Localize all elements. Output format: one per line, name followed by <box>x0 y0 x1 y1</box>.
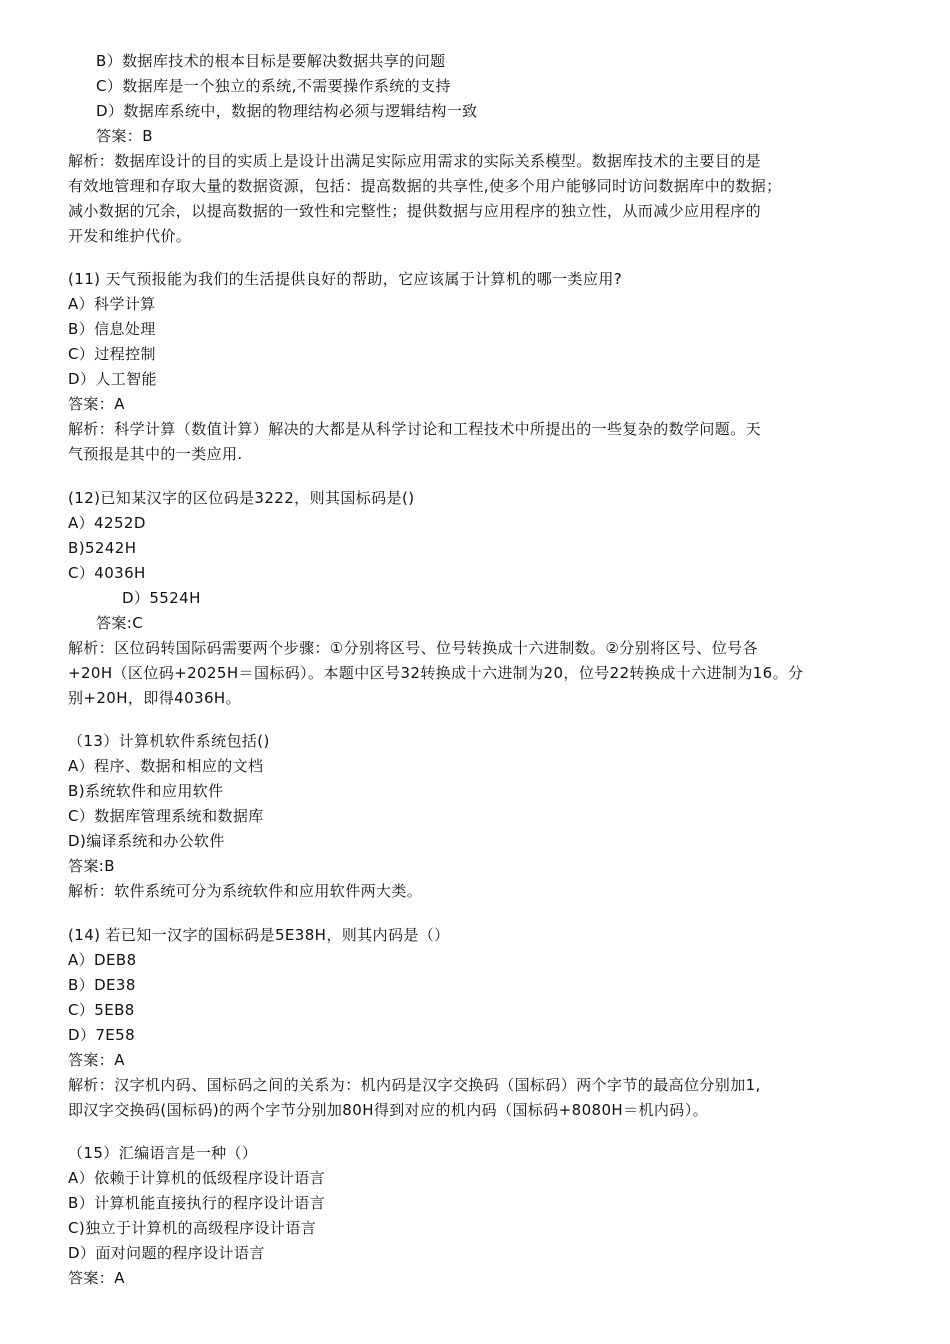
q15-option-d: D）面对问题的程序设计语言 <box>68 1244 265 1262</box>
q15-answer: 答案：A <box>68 1269 125 1287</box>
q12-answer: 答案:C <box>96 614 144 632</box>
q10-analysis-line: 开发和维护代价。 <box>68 227 192 245</box>
q12-analysis-line: 别+20H，即得4036H。 <box>68 689 241 707</box>
q13-question: （13）计算机软件系统包括() <box>68 732 270 750</box>
q11-analysis-line: 气预报是其中的一类应用. <box>68 445 243 463</box>
q13-analysis-line: 解析：软件系统可分为系统软件和应用软件两大类。 <box>68 882 423 900</box>
q10-analysis-line: 有效地管理和存取大量的数据资源，包括：提高数据的共享性,使多个用户能够同时访问数据库中的数据； <box>68 177 782 195</box>
q11-option-a: A）科学计算 <box>68 295 156 313</box>
q10-option-d: D）数据库系统中，数据的物理结构必须与逻辑结构一致 <box>96 102 478 120</box>
q11-question: (11) 天气预报能为我们的生活提供良好的帮助，它应该属于计算机的哪一类应用? <box>68 270 623 288</box>
q14-option-a: A）DEB8 <box>68 951 137 969</box>
q12-option-a: A）4252D <box>68 514 146 532</box>
q15-question: （15）汇编语言是一种（） <box>68 1144 258 1162</box>
q10-answer: 答案：B <box>96 127 153 145</box>
q14-analysis-line: 解析：汉字机内码、国标码之间的关系为：机内码是汉字交换码（国标码）两个字节的最高位分别加1, <box>68 1076 761 1094</box>
q10-option-b: B）数据库技术的根本目标是要解决数据共享的问题 <box>96 52 446 70</box>
q10-option-c: C）数据库是一个独立的系统,不需要操作系统的支持 <box>96 77 451 95</box>
q14-option-d: D）7E58 <box>68 1026 136 1044</box>
q13-option-a: A）程序、数据和相应的文档 <box>68 757 264 775</box>
q15-option-a: A）依赖于计算机的低级程序设计语言 <box>68 1169 326 1187</box>
q11-option-b: B）信息处理 <box>68 320 156 338</box>
q15-option-b: B）计算机能直接执行的程序设计语言 <box>68 1194 326 1212</box>
q13-option-c: C）数据库管理系统和数据库 <box>68 807 264 825</box>
q13-option-b: B)系统软件和应用软件 <box>68 782 224 800</box>
q15-option-c: C)独立于计算机的高级程序设计语言 <box>68 1219 317 1237</box>
q11-option-c: C）过程控制 <box>68 345 156 363</box>
q10-analysis-line: 减小数据的冗余，以提高数据的一致性和完整性；提供数据与应用程序的独立性，从而减少应用程序的 <box>68 202 762 220</box>
q14-question: (14) 若已知一汉字的国标码是5E38H，则其内码是（） <box>68 926 450 944</box>
q12-option-c: C）4036H <box>68 564 146 582</box>
q12-analysis-line: 解析：区位码转国际码需要两个步骤：①分别将区号、位号转换成十六进制数。②分别将区号、位号各 <box>68 639 758 657</box>
q11-answer: 答案：A <box>68 395 125 413</box>
q14-option-c: C）5EB8 <box>68 1001 135 1019</box>
q13-option-d: D)编译系统和办公软件 <box>68 832 225 850</box>
q12-option-b: B)5242H <box>68 539 137 557</box>
q14-analysis-line: 即汉字交换码(国标码)的两个字节分别加80H得到对应的机内码（国标码+8080H＝机内码）。 <box>68 1101 708 1119</box>
q11-option-d: D）人工智能 <box>68 370 157 388</box>
q14-answer: 答案：A <box>68 1051 125 1069</box>
q11-analysis-line: 解析：科学计算（数值计算）解决的大都是从科学讨论和工程技术中所提出的一些复杂的数学问题。天 <box>68 420 762 438</box>
q12-option-d: D）5524H <box>122 589 201 607</box>
q14-option-b: B）DE38 <box>68 976 136 994</box>
q10-analysis-line: 解析：数据库设计的目的实质上是设计出满足实际应用需求的实际关系模型。数据库技术的主要目的是 <box>68 152 762 170</box>
q12-analysis-line: +20H（区位码+2025H＝国标码）。本题中区号32转换成十六进制为20，位号22转换成十六进制为16。分 <box>68 664 804 682</box>
q12-question: (12)已知某汉字的区位码是3222，则其国标码是() <box>68 489 415 507</box>
q13-answer: 答案:B <box>68 857 115 875</box>
